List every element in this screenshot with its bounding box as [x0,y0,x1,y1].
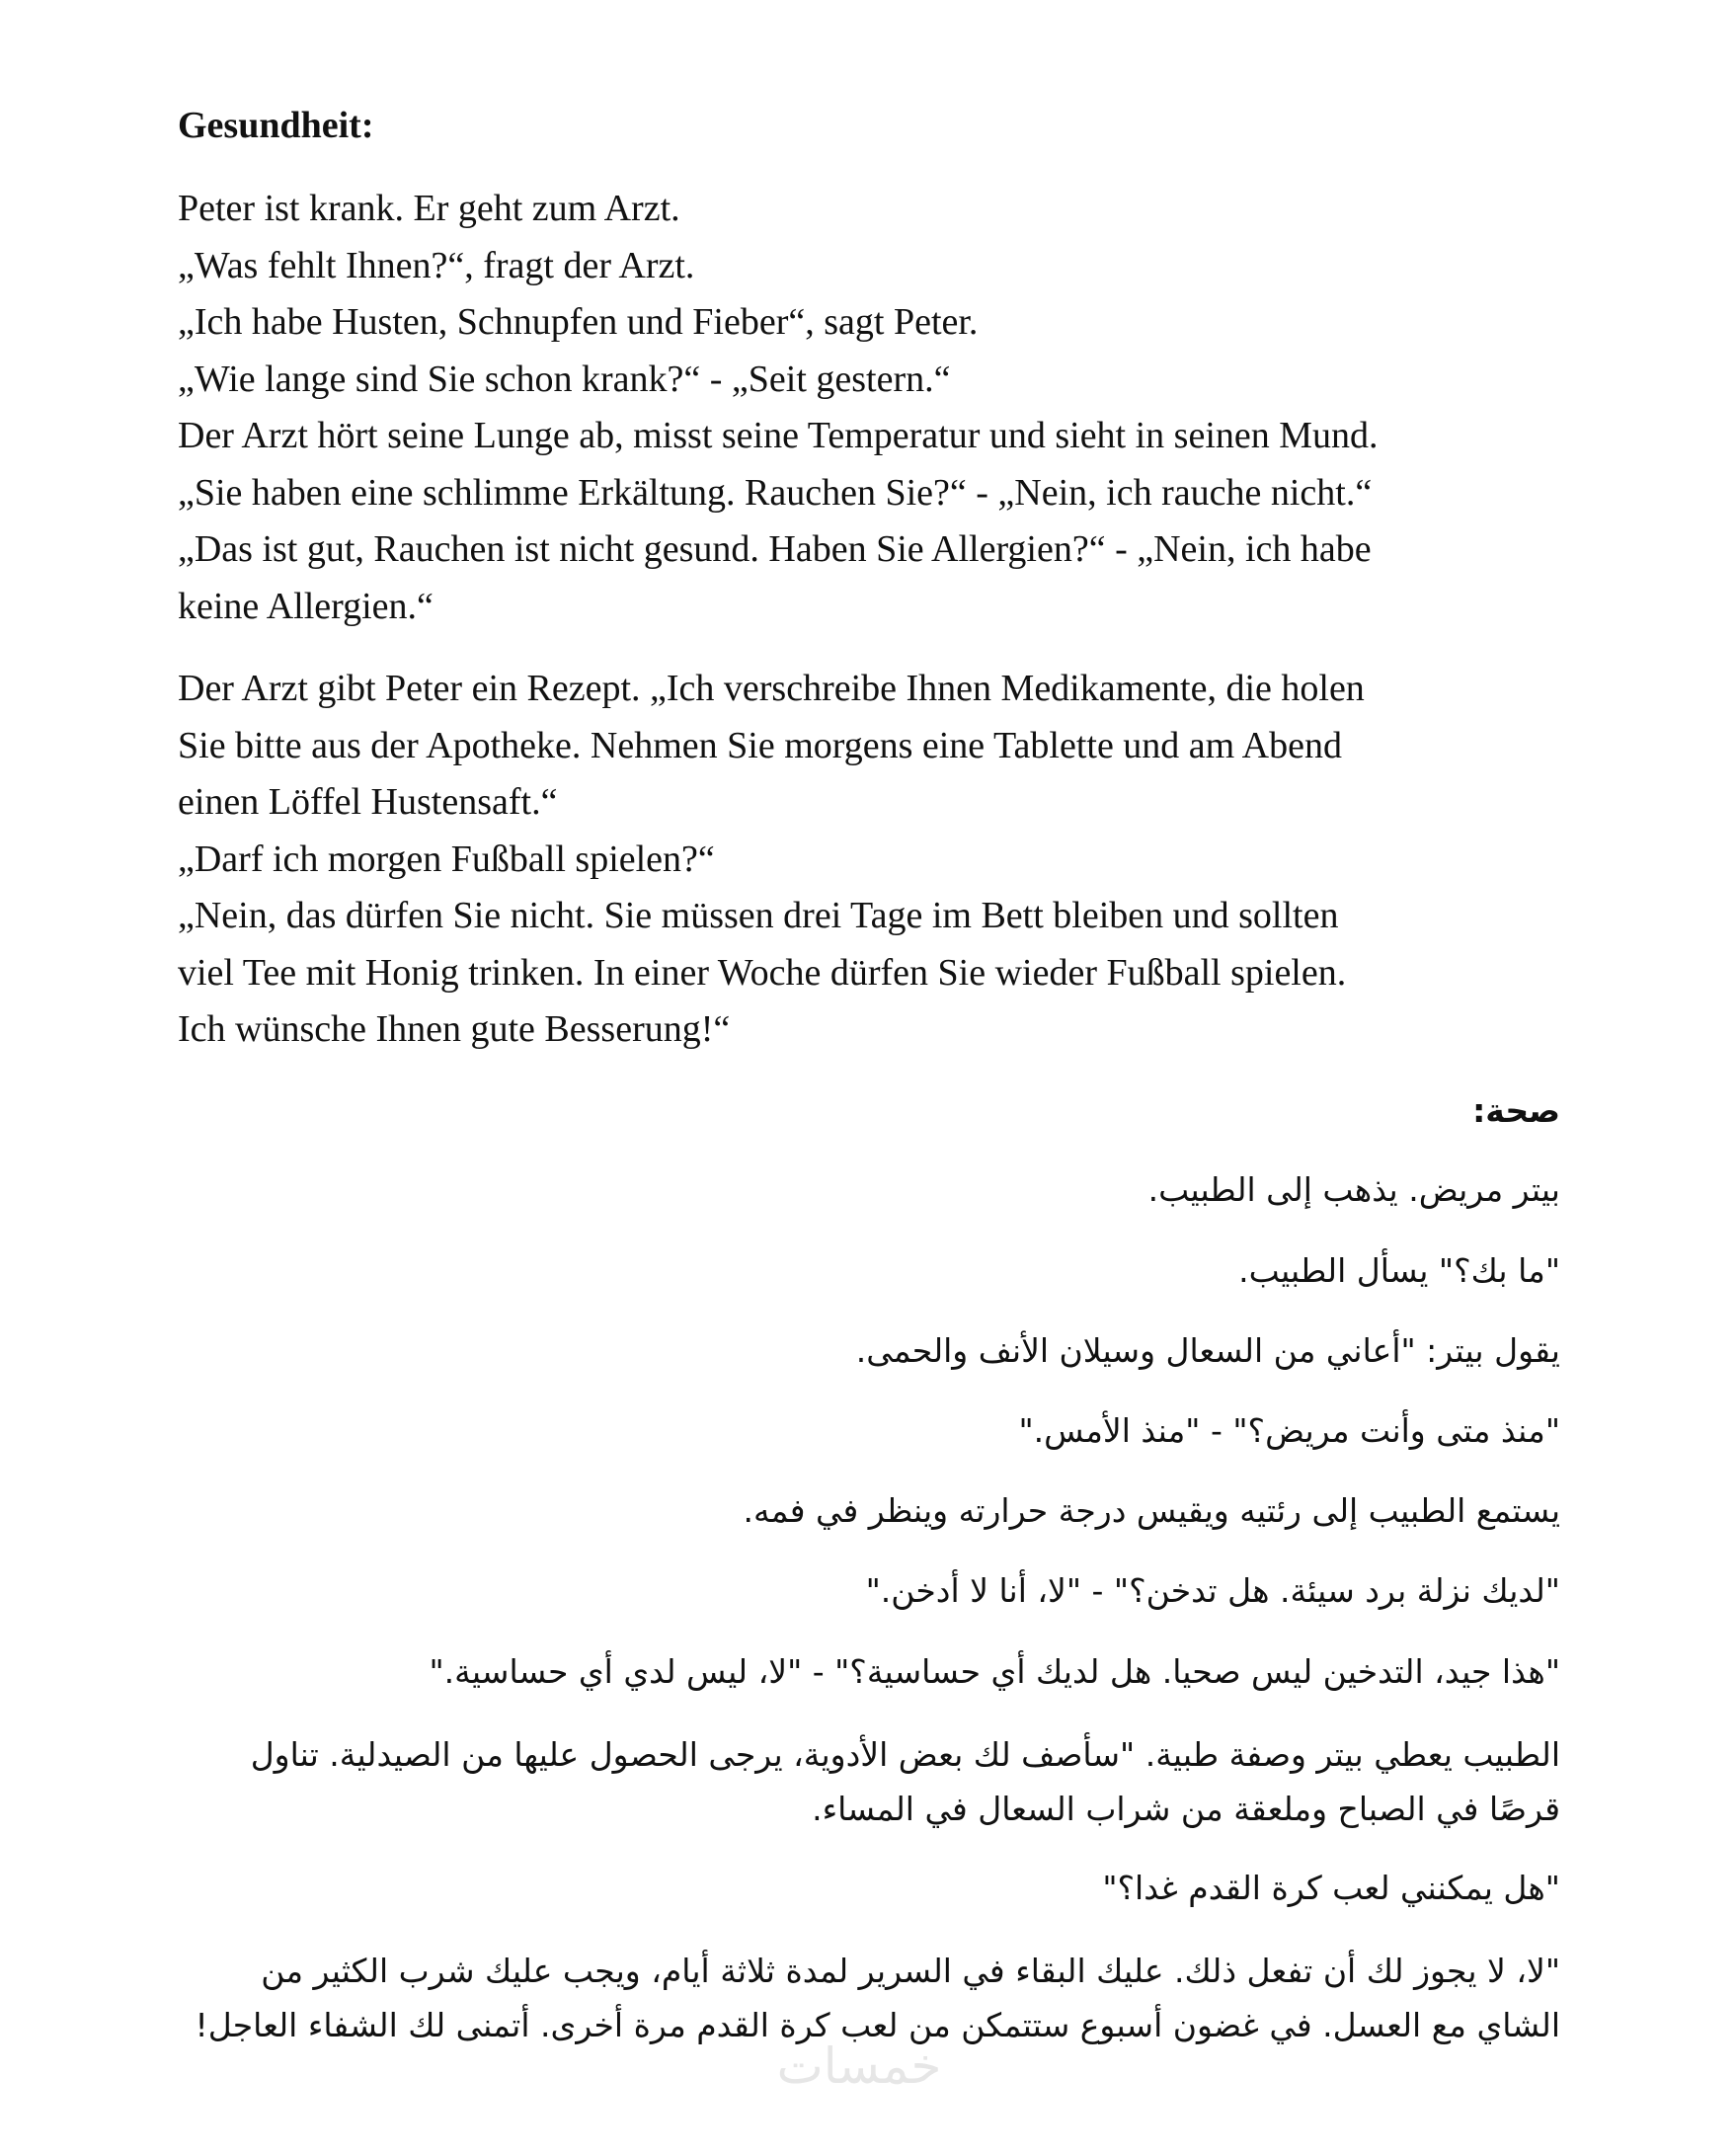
german-paragraph-2 [178,661,1580,1059]
arabic-line: "منذ متى وأنت مريض؟" - "منذ الأمس." [1018,1411,1560,1450]
text-line: Sie bitte aus der Apotheke. Nehmen Sie morgens eine Tablette und am Abend [178,724,1342,766]
text-line: „Was fehlt Ihnen?“, fragt der Arzt. [178,244,695,286]
watermark-logo: خمسات [776,2037,942,2095]
text-line: "لا، لا يجوز لك أن تفعل ذلك. عليك البقاء في السرير لمدة ثلاثة أيام، ويجب عليك شرب الكثير من [261,1952,1560,1990]
text-line: einen Löffel Hustensaft.“ [178,781,558,823]
arabic-football-question: "هل يمكنني لعب كرة القدم غدا؟" [1102,1869,1560,1907]
text-line: „Sie haben eine schlimme Erkältung. Rauchen Sie?“ - „Nein, ich rauche nicht.“ [178,471,1373,514]
text-line: قرصًا في الصباح وملعقة من شراب السعال في المساء. [812,1790,1560,1828]
text-line: „Darf ich morgen Fußball spielen?“ [178,838,715,880]
text-line: Der Arzt gibt Peter ein Rezept. „Ich verschreibe Ihnen Medikamente, die holen [178,668,1365,709]
text-line: الشاي مع العسل. في غضون أسبوع ستتمكن من لعب كرة القدم مرة أخرى. أتمنى لك الشفاء العاجل! [195,2006,1560,2044]
arabic-prescription-paragraph [188,1727,1560,1836]
arabic-line: بيتر مريض. يذهب إلى الطبيب. [1147,1170,1560,1209]
text-line: Peter ist krank. Er geht zum Arzt. [178,188,680,229]
text-line: keine Allergien.“ [178,585,434,627]
arabic-line: يقول بيتر: "أعاني من السعال وسيلان الأنف والحمى. [855,1331,1560,1370]
arabic-line: يستمع الطبيب إلى رئتيه ويقيس درجة حرارته وينظر في فمه. [743,1491,1560,1530]
arabic-line: "هذا جيد، التدخين ليس صحيا. هل لديك أي حساسية؟" - "لا، ليس لدي أي حساسية." [429,1652,1560,1691]
text-line: „Ich habe Husten, Schnupfen und Fieber“, sagt Peter. [178,301,979,343]
text-line: الطبيب يعطي بيتر وصفة طبية. "سأصف لك بعض الأدوية، يرجى الحصول عليها من الصيدلية. تناول [250,1735,1560,1774]
text-line: Der Arzt hört seine Lunge ab, misst seine Temperatur und sieht in seinen Mund. [178,415,1379,456]
text-line: „Das ist gut, Rauchen ist nicht gesund. Haben Sie Allergien?“ - „Nein, ich habe [178,528,1372,570]
text-line: viel Tee mit Honig trinken. In einer Woche dürfen Sie wieder Fußball spielen. [178,951,1347,994]
text-line: „Nein, das dürfen Sie nicht. Sie müssen drei Tage im Bett bleiben und sollten [178,895,1339,936]
german-title: Gesundheit: [178,105,374,146]
text-line: Ich wünsche Ihnen gute Besserung!“ [178,1008,731,1050]
german-paragraph-1 [178,181,1580,635]
text-line: „Wie lange sind Sie schon krank?“ - „Seit gestern.“ [178,358,951,400]
arabic-title: صحة: [1472,1091,1560,1130]
arabic-line: "ما بك؟" يسأل الطبيب. [1238,1251,1560,1290]
arabic-line: "لديك نزلة برد سيئة. هل تدخن؟" - "لا، أنا لا أدخن." [865,1571,1560,1610]
